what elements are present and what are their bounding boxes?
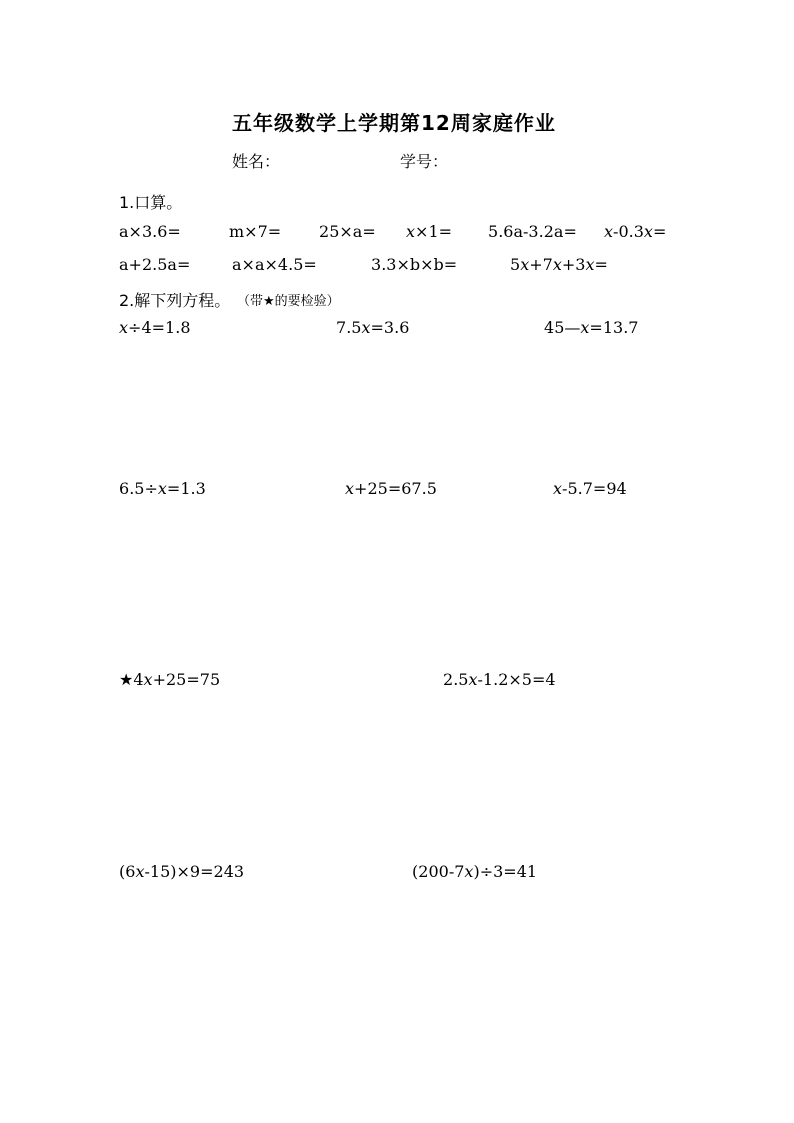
section2-note: （带★的要检验） <box>237 294 340 309</box>
mental-calc-item: x-0.3x= <box>604 222 667 241</box>
mental-calc-item: 5x+7x+3x= <box>510 255 608 274</box>
name-label: 姓名： <box>232 152 281 171</box>
equation: x+25=67.5 <box>345 479 437 498</box>
mental-calc-item: x×1= <box>406 222 453 241</box>
equation: (6x-15)×9=243 <box>119 862 245 881</box>
equation: (200-7x)÷3=41 <box>412 862 538 881</box>
mental-calc-item: 3.3×b×b= <box>371 255 458 274</box>
mental-calc-item: m×7= <box>229 222 282 241</box>
student-number-label: 学号： <box>400 152 449 171</box>
mental-calc-item: a×a×4.5= <box>232 255 317 274</box>
equation: 6.5÷x=1.3 <box>119 479 206 498</box>
equation: 2.5x-1.2×5=4 <box>443 670 556 689</box>
mental-calc-item: 25×a= <box>319 222 376 241</box>
equation: x-5.7=94 <box>553 479 627 498</box>
equation: ★4x+25=75 <box>119 670 221 689</box>
section2-heading: 2.解下列方程。 <box>119 291 231 310</box>
page-title: 五年级数学上学期第12周家庭作业 <box>232 111 556 135</box>
mental-calc-item: 5.6a-3.2a= <box>488 222 577 241</box>
equation: 45—x=13.7 <box>544 318 639 337</box>
section1-heading: 1.口算。 <box>119 193 183 212</box>
equation: x÷4=1.8 <box>119 318 191 337</box>
equation: 7.5x=3.6 <box>336 318 410 337</box>
mental-calc-item: a×3.6= <box>119 222 181 241</box>
mental-calc-item: a+2.5a= <box>119 255 191 274</box>
